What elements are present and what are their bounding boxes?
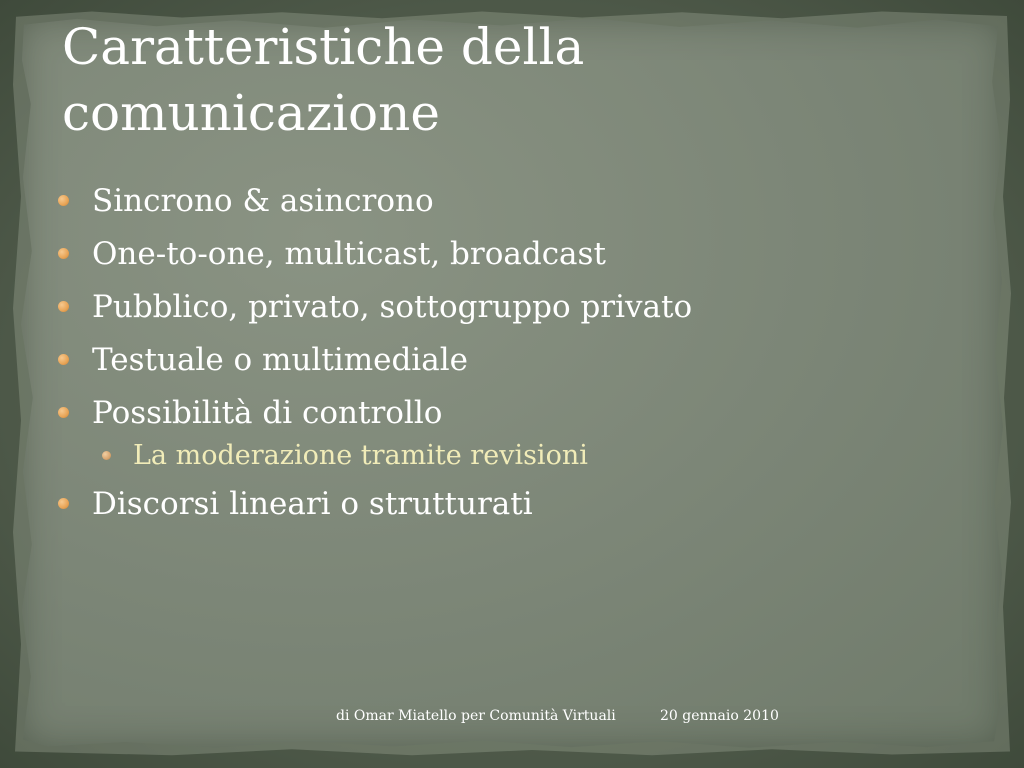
sub-bullet-dot-icon — [102, 451, 111, 460]
bullet-item — [58, 174, 978, 227]
bullet-text: Discorsi lineari o strutturati — [92, 485, 533, 522]
bullet-item — [58, 386, 978, 439]
footer-author: di Omar Miatello per Comunità Virtuali — [336, 708, 616, 724]
slide-title: Caratteristiche della comunicazione — [62, 18, 585, 142]
bullet-text: Pubblico, privato, sottogruppo privato — [92, 288, 693, 325]
bullet-text: Testuale o multimediale — [92, 341, 468, 378]
bullet-dot-icon — [58, 407, 69, 418]
bullet-item — [58, 333, 978, 386]
footer-date: 20 gennaio 2010 — [660, 708, 779, 724]
bullet-dot-icon — [58, 498, 69, 509]
bullet-dot-icon — [58, 195, 69, 206]
bullet-text: One-to-one, multicast, broadcast — [92, 235, 606, 272]
bullet-dot-icon — [58, 248, 69, 259]
sub-bullet-text: La moderazione tramite revisioni — [133, 439, 588, 471]
bullet-dot-icon — [58, 301, 69, 312]
bullet-text: Possibilità di controllo — [92, 394, 443, 431]
bullet-text: Sincrono & asincrono — [92, 182, 434, 219]
bullet-item — [58, 280, 978, 333]
bullet-item — [58, 227, 978, 280]
bullet-item — [58, 477, 978, 530]
sub-bullet-item — [58, 433, 978, 477]
bullet-dot-icon — [58, 354, 69, 365]
bullet-list — [58, 174, 978, 530]
